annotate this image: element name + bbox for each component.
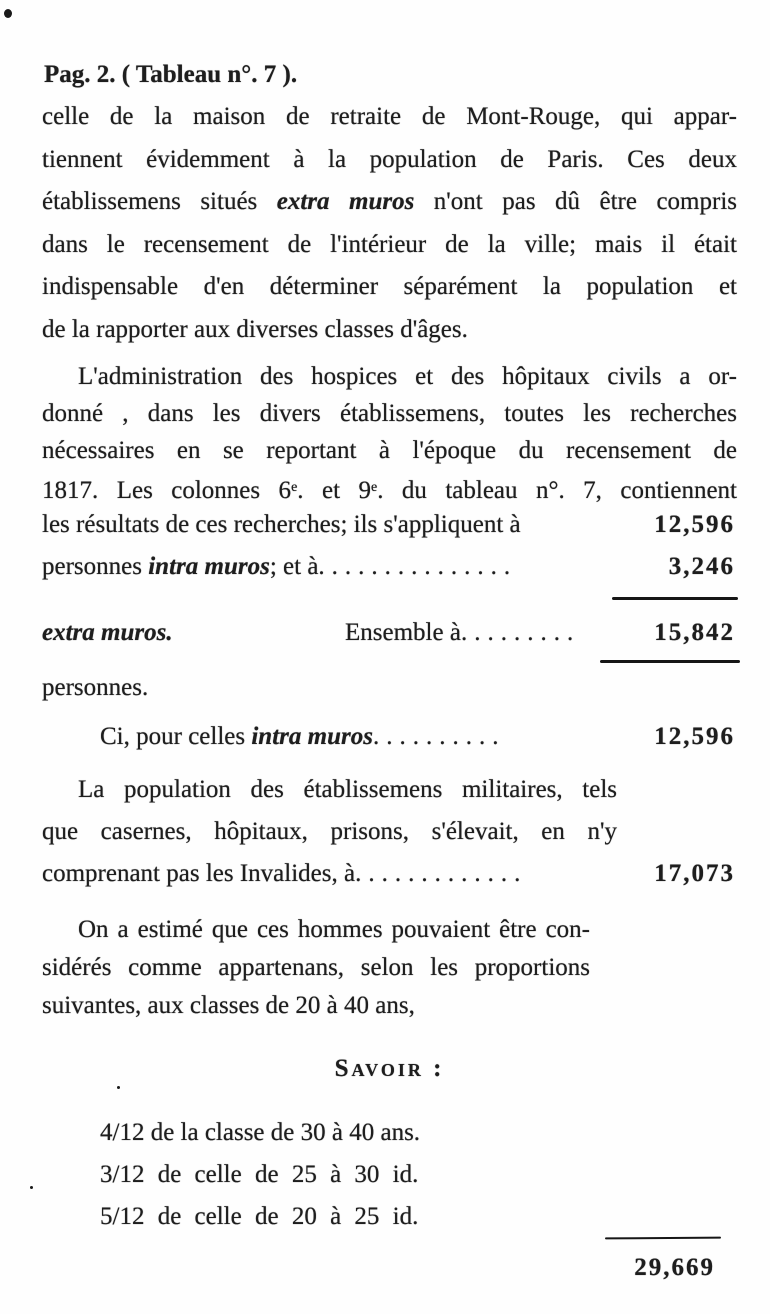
latin-phrase: extra muros	[276, 188, 415, 215]
text-line	[42, 773, 617, 806]
text: Ci, pour celles	[100, 723, 252, 750]
leader-dots: .............	[355, 860, 528, 887]
text: sidérés comme appartenans, selon les proportions	[42, 954, 590, 981]
sum-rule	[612, 597, 738, 600]
leader-dots: ..........	[372, 723, 506, 750]
text-line	[42, 913, 590, 946]
text: comprenant pas les Invalides, à	[42, 860, 356, 887]
text: 29,669	[634, 1254, 715, 1281]
scan-speck	[4, 9, 12, 18]
text-line	[42, 228, 737, 261]
amount-line	[42, 550, 737, 583]
text: 3/12 de celle de 25 à 30 id.	[100, 1161, 419, 1188]
text: 4/12 de la classe de 30 à 40 ans.	[100, 1119, 421, 1146]
text: ; et à	[269, 553, 319, 580]
grand-total-rule	[605, 1237, 721, 1240]
amount-value: 17,073	[654, 860, 735, 887]
latin-phrase: intra muros	[148, 553, 270, 580]
latin-phrase: extra muros.	[42, 619, 173, 646]
text-line	[42, 270, 737, 303]
text: Savoir :	[334, 1055, 445, 1082]
ordinal-superscript: e	[370, 480, 378, 495]
ensemble-label	[345, 616, 580, 649]
leader-dots: .........	[460, 619, 581, 646]
text-line	[42, 671, 737, 704]
scan-speck	[117, 1086, 120, 1089]
amount-line	[42, 616, 737, 649]
text: nécessaires en se reportant à l'époque du recensement de	[42, 437, 737, 464]
amount-value: 12,596	[654, 511, 735, 538]
scan-speck	[30, 1186, 33, 1189]
grand-total-value	[580, 1251, 715, 1284]
list-item	[100, 1200, 418, 1233]
amount-line	[100, 720, 737, 753]
text: établissemens situés	[42, 188, 277, 215]
list-item	[100, 1116, 420, 1149]
text: dans le recensement de l'intérieur de la ville; mais il était	[42, 231, 737, 258]
text: L'administration des hospices et des hôpitaux civils a or-	[78, 363, 737, 390]
text-line	[42, 397, 737, 430]
ordinal-superscript: e	[291, 480, 298, 495]
leader-dots: ...............	[318, 553, 518, 580]
text: personnes.	[42, 674, 149, 701]
text: suivantes, aux classes de 20 à 40 ans,	[42, 992, 415, 1019]
text: Ensemble à	[345, 619, 461, 646]
text-line	[42, 434, 737, 467]
text: 1817. Les colonnes 6	[42, 477, 292, 504]
amount-line	[42, 508, 737, 541]
page-caption	[44, 58, 297, 91]
text: les résultats de ces recherches; ils s'appliquent à	[42, 511, 521, 538]
text: que casernes, hôpitaux, prisons, s'élevait, en n'y	[42, 818, 617, 845]
text: On a estimé que ces hommes pouvaient être con-	[78, 916, 590, 943]
text-line	[42, 360, 737, 393]
text-line	[42, 143, 737, 176]
text-line	[42, 989, 415, 1022]
text: n'ont pas dû être compris	[414, 188, 737, 215]
text-line	[42, 185, 737, 218]
savoir-heading	[42, 1052, 737, 1085]
list-item	[100, 1158, 418, 1191]
amount-value: 15,842	[654, 619, 735, 646]
text: 5/12 de celle de 20 à 25 id.	[100, 1203, 419, 1230]
text-line	[42, 951, 590, 984]
text-line	[42, 100, 737, 133]
amount-value: 3,246	[668, 553, 735, 580]
amount-value: 12,596	[654, 723, 735, 750]
amount-line	[42, 857, 737, 890]
text: donné , dans les divers établissemens, toutes les recherches	[42, 400, 737, 427]
text: de la rapporter aux diverses classes d'âges.	[42, 316, 468, 343]
text: . et 9	[297, 477, 371, 504]
text: La population des établissemens militaires, tels	[78, 776, 617, 803]
text-line	[42, 313, 737, 346]
total-rule	[600, 660, 740, 663]
text: personnes	[42, 553, 149, 580]
text-line	[42, 815, 617, 848]
text: celle de la maison de retraite de Mont-Rouge, qui appar-	[42, 103, 737, 130]
text: . du tableau n°. 7, contiennent	[377, 477, 737, 504]
page-caption-text: Pag. 2. ( Tableau n°. 7 ).	[44, 61, 298, 88]
text: tiennent évidemment à la population de Paris. Ces deux	[42, 146, 737, 173]
text: indispensable d'en déterminer séparément la population et	[42, 273, 737, 300]
text-line	[42, 471, 737, 507]
latin-phrase: intra muros	[251, 723, 373, 750]
